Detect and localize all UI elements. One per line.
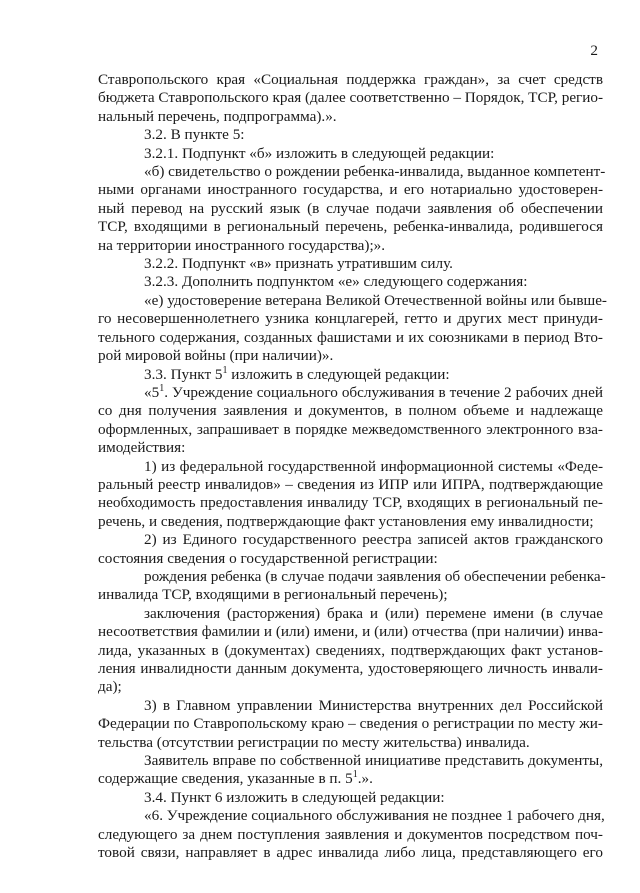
paragraph [98, 567, 606, 605]
text-line: рой мировой войны (при наличии)». [98, 347, 334, 365]
paragraph [98, 145, 603, 163]
text-line: ральный реестр инвалидов» – сведения из ИПР или ИПРА, подтверждающие [98, 475, 603, 493]
text-line: 1) из федеральной государственной информационной системы «Феде- [144, 457, 603, 475]
text-line: «6. Учреждение социального обслуживания не позднее 1 рабочего дня, [144, 807, 605, 825]
text-line: состояния сведения о государственной регистрации: [98, 549, 438, 567]
text-line: тельного содержания, созданных фашистами и их союзниками в период Вто- [98, 328, 603, 346]
text-line: 3) в Главном управлении Министерства внутренних дел Российской [144, 696, 603, 714]
document-body [98, 71, 607, 862]
paragraph [98, 752, 603, 789]
paragraph [98, 273, 603, 291]
paragraph [98, 255, 603, 273]
text-segment: . Учреждение социального обслуживания в течение 2 рабочих дней [164, 383, 603, 401]
text-line: оформленных, запрашивает в порядке межведомственного электронного вза- [98, 420, 603, 438]
paragraph [98, 605, 603, 697]
text-segment: 3.3. Пункт 5 [144, 365, 223, 383]
paragraph [98, 291, 607, 366]
text-line: несоответствия фамилии и (или) имени, и (или) отчества (при наличии) инва- [98, 623, 603, 641]
text-line: го несовершеннолетнего узника концлагерей, гетто и других мест принуди- [98, 310, 603, 328]
text-line: необходимость предоставления инвалиду ТСР, входящих в региональный пе- [98, 494, 603, 512]
text-line: Федерации по Ставропольскому краю – сведения о регистрации по месту жи- [98, 715, 603, 733]
text-line: на территории иностранного государства);». [98, 236, 386, 254]
text-line: имодействия: [98, 439, 186, 457]
text-line: Заявитель вправе по собственной инициативе представить документы, [144, 752, 603, 770]
text-line: 3.2.1. Подпункт «б» изложить в следующей редакции: [144, 144, 495, 162]
paragraph [98, 163, 606, 255]
text-line: да); [98, 678, 122, 696]
text-segment: «5 [144, 383, 160, 401]
text-line: заключения (расторжения) брака и (или) перемене имени (в случае [144, 604, 603, 622]
text-line [98, 384, 603, 402]
paragraph [98, 366, 603, 384]
paragraph [98, 458, 603, 532]
text-line: ления инвалидности данным документа, удостоверяющего личность инвали- [98, 660, 603, 677]
text-line [98, 770, 603, 788]
text-line: товой связи, направляет в адрес инвалида либо лица, представляющего его [98, 844, 603, 862]
text-line: 3.2. В пункте 5: [144, 126, 245, 144]
text-line [98, 366, 603, 384]
text-line: нальный перечень, подпрограмма).». [98, 107, 337, 125]
text-line: тельства (отсутствии регистрации по месту жительства) инвалида. [98, 733, 530, 751]
superscript: 1 [222, 364, 228, 376]
text-line: «б) свидетельство о рождении ребенка-инвалида, выданное компетент- [144, 163, 606, 181]
superscript: 1 [352, 769, 358, 781]
text-line: ТСР, входящими в региональный перечень, ребенка-инвалида, родившегося [98, 218, 603, 236]
text-line: со дня получения заявления и документов, в полном объеме и надлежаще [98, 402, 603, 420]
page-number: 2 [590, 42, 598, 59]
paragraph [98, 71, 603, 126]
superscript: 1 [159, 382, 165, 394]
text-line: бюджета Ставропольского края (далее соответственно – Порядок, ТСР, регио- [98, 89, 604, 107]
paragraph [98, 807, 603, 862]
text-line: 3.2.2. Подпункт «в» признать утратившим силу. [144, 255, 453, 273]
text-segment: .». [357, 770, 373, 788]
text-line: следующего за днем поступления заявления и документов посредством поч- [98, 825, 603, 843]
text-line: Ставропольского края «Социальная поддержка граждан», за счет средств [98, 71, 603, 88]
text-line: 3.2.3. Дополнить подпунктом «е» следующего содержания: [144, 273, 528, 291]
text-line: речень, и сведения, подтверждающие факт установления ему инвалидности; [98, 512, 594, 530]
text-line: рождения ребенка (в случае подачи заявления об обеспечении ребенка- [144, 567, 606, 585]
text-segment: изложить в следующей редакции: [227, 365, 450, 383]
text-line: 3.4. Пункт 6 изложить в следующей редакции: [144, 788, 445, 806]
paragraph [98, 384, 603, 458]
text-segment: содержащие сведения, указанные в п. 5 [98, 770, 353, 788]
text-line: инвалида ТСР, входящими в региональный перечень); [98, 586, 448, 604]
text-line: ный перевод на русский язык (в случае подачи заявления об обеспечении [98, 199, 603, 217]
paragraph [98, 126, 603, 144]
paragraph [98, 697, 603, 752]
text-line: 2) из Единого государственного реестра записей актов гражданского [144, 531, 603, 549]
text-line: лида, указанных в (документах) сведениях, подтверждающих факт установ- [98, 641, 603, 659]
paragraph [98, 789, 603, 807]
text-line: «е) удостоверение ветерана Великой Отечественной войны или бывше- [144, 291, 607, 309]
text-line: ными органами иностранного государства, и его нотариально удостоверен- [98, 181, 603, 199]
paragraph [98, 531, 603, 568]
